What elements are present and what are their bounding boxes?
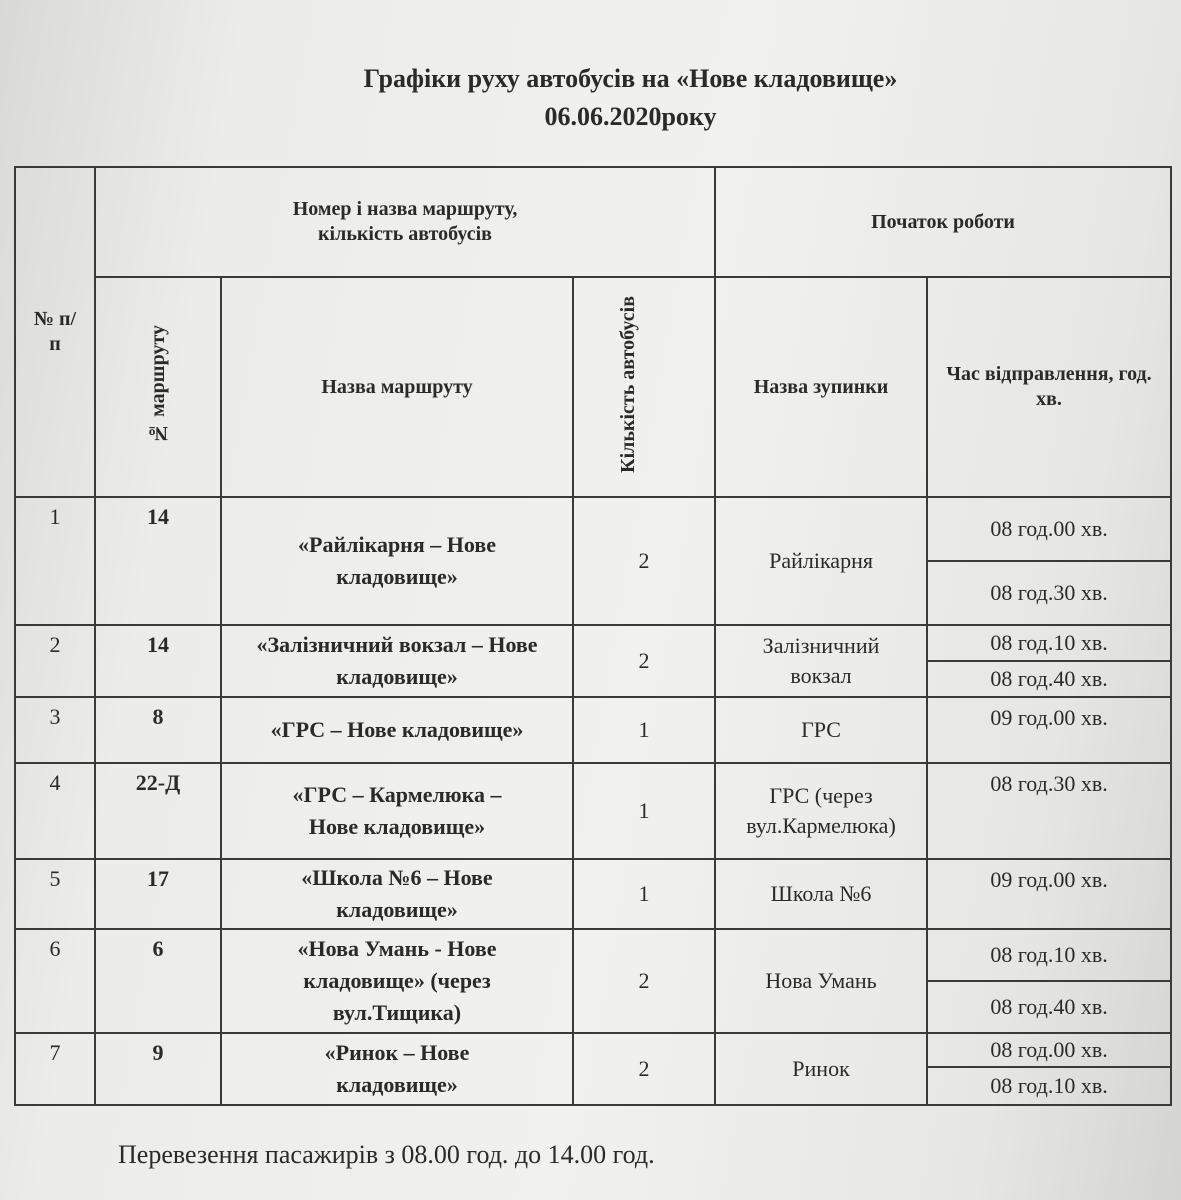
row-number: 2 xyxy=(15,625,95,697)
stop-name: ГРС xyxy=(715,697,927,763)
route-name: «ГРС – Кармелюка – Нове кладовище» xyxy=(221,763,573,859)
departure-time: 08 год.30 хв. xyxy=(927,561,1171,625)
route-name: «Райлікарня – Нове кладовище» xyxy=(221,497,573,625)
schedule-table xyxy=(14,166,1172,1106)
document-date: 06.06.2020року xyxy=(544,102,717,131)
route-number: 22-Д xyxy=(95,763,221,859)
document-title: Графіки руху автобусів на «Нове кладовище» xyxy=(363,64,898,93)
departure-time: 08 год.10 хв. xyxy=(927,625,1171,661)
row-number: 5 xyxy=(15,859,95,929)
route-number: 17 xyxy=(95,859,221,929)
header-dep-time: Час відправлення, год. хв. xyxy=(927,277,1171,497)
row-number: 6 xyxy=(15,929,95,1033)
table-row xyxy=(15,929,1171,981)
departure-time: 09 год.00 хв. xyxy=(927,859,1171,929)
departure-time: 08 год.00 хв. xyxy=(927,497,1171,561)
route-name: «Школа №6 – Нове кладовище» xyxy=(221,859,573,929)
header-route-no: № маршруту xyxy=(95,277,221,497)
table-row xyxy=(15,763,1171,859)
row-number: 1 xyxy=(15,497,95,625)
bus-count: 2 xyxy=(573,1033,715,1105)
bus-count: 2 xyxy=(573,929,715,1033)
header-start-group: Початок роботи xyxy=(715,167,1171,277)
route-number: 8 xyxy=(95,697,221,763)
route-number: 9 xyxy=(95,1033,221,1105)
route-name: «Нова Умань - Нове кладовище» (через вул.Тищика) xyxy=(221,929,573,1033)
bus-count: 2 xyxy=(573,497,715,625)
route-number: 14 xyxy=(95,625,221,697)
route-name: «Ринок – Нове кладовище» xyxy=(221,1033,573,1105)
departure-time: 08 год.10 хв. xyxy=(927,1067,1171,1105)
stop-name: Райлікарня xyxy=(715,497,927,625)
table-row xyxy=(15,625,1171,661)
row-number: 7 xyxy=(15,1033,95,1105)
route-number: 14 xyxy=(95,497,221,625)
header-stop-name: Назва зупинки xyxy=(715,277,927,497)
route-number: 6 xyxy=(95,929,221,1033)
header-route-group: Номер і назва маршруту, кількість автобусів xyxy=(95,167,715,277)
table-row xyxy=(15,1033,1171,1067)
stop-name: Нова Умань xyxy=(715,929,927,1033)
stop-name: Ринок xyxy=(715,1033,927,1105)
departure-time: 09 год.00 хв. xyxy=(927,697,1171,763)
stop-name: Залізничний вокзал xyxy=(715,625,927,697)
bus-count: 1 xyxy=(573,859,715,929)
stop-name: Школа №6 xyxy=(715,859,927,929)
departure-time: 08 год.40 хв. xyxy=(927,981,1171,1033)
table-row xyxy=(15,859,1171,929)
departure-time: 08 год.00 хв. xyxy=(927,1033,1171,1067)
route-name: «Залізничний вокзал – Нове кладовище» xyxy=(221,625,573,697)
table-row xyxy=(15,697,1171,763)
bus-count: 2 xyxy=(573,625,715,697)
departure-time: 08 год.40 хв. xyxy=(927,661,1171,697)
row-number: 3 xyxy=(15,697,95,763)
departure-time: 08 год.30 хв. xyxy=(927,763,1171,859)
header-bus-count: Кількість автобусів xyxy=(573,277,715,497)
footer-note: Перевезення пасажирів з 08.00 год. до 14.00 год. xyxy=(118,1140,655,1169)
row-number: 4 xyxy=(15,763,95,859)
bus-count: 1 xyxy=(573,763,715,859)
header-num: № п/п xyxy=(15,167,95,497)
bus-count: 1 xyxy=(573,697,715,763)
departure-time: 08 год.10 хв. xyxy=(927,929,1171,981)
table-row xyxy=(15,497,1171,561)
stop-name: ГРС (через вул.Кармелюка) xyxy=(715,763,927,859)
route-name: «ГРС – Нове кладовище» xyxy=(221,697,573,763)
header-route-name: Назва маршруту xyxy=(221,277,573,497)
